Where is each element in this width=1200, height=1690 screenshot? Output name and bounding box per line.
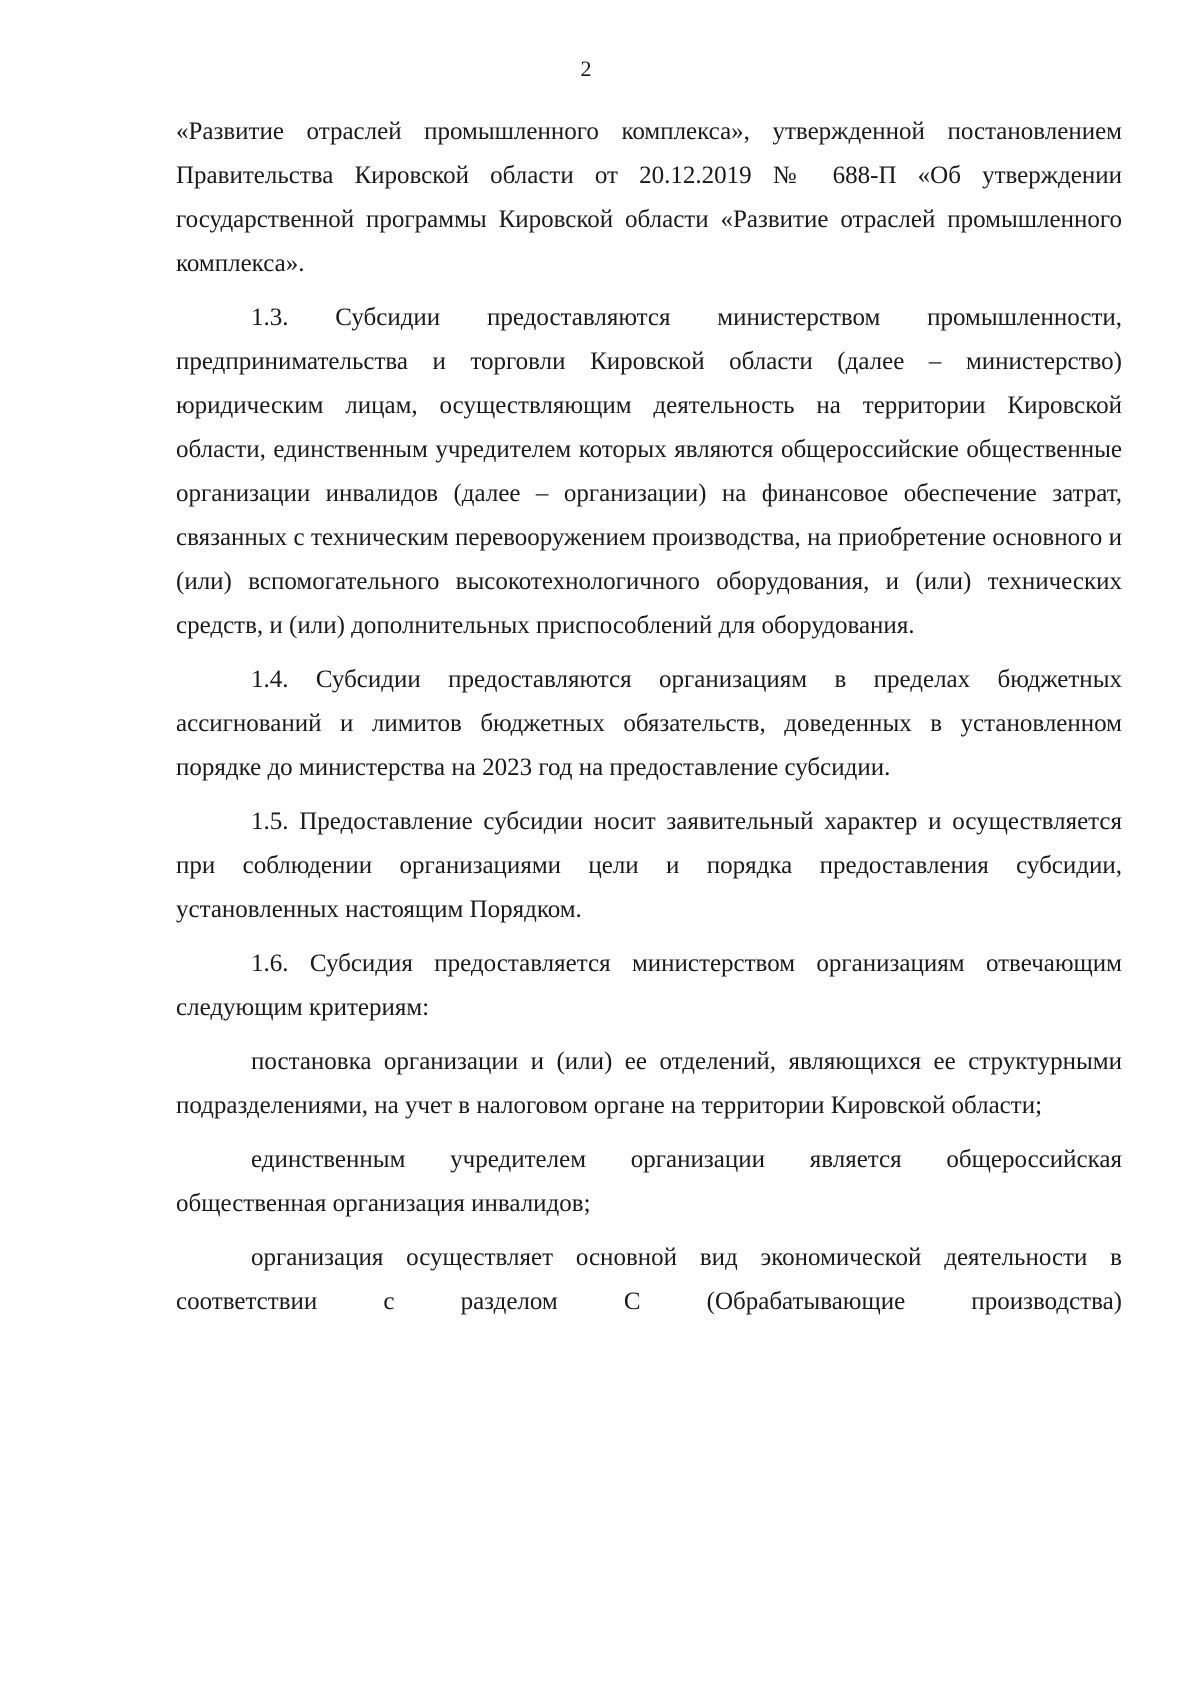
- paragraph-1-3: 1.3. Субсидии предоставляются министерством промышленности, предпринимательства и торговли Кировской области (далее – министерство) юридическим лицам, осуществляющим деятельность на территории Кировской области, единственным учредителем которых являются общероссийские общественные организации инвалидов (далее – организации) на финансовое обеспечение затрат, связанных с техническим перевооружением производства, на приобретение основного и (или) вспомогательного высокотехнологичного оборудования, и (или) технических средств, и (или) дополнительных приспособлений для оборудования.: [176, 304, 1122, 639]
- criterion-activity: организация осуществляет основной вид экономической деятельности в соответствии с разделом C (Обрабатывающие производства): [176, 1244, 1122, 1315]
- criterion-tax-registration: постановка организации и (или) ее отделений, являющихся ее структурными подразделениями, на учет в налоговом органе на территории Кировской области;: [176, 1048, 1122, 1119]
- paragraph-1-4: 1.4. Субсидии предоставляются организациям в пределах бюджетных ассигнований и лимитов бюджетных обязательств, доведенных в установленном порядке до министерства на 2023 год на предоставление субсидии.: [176, 666, 1122, 781]
- criterion-founder: единственным учредителем организации является общероссийская общественная организация инвалидов;: [176, 1146, 1122, 1217]
- document-body: [176, 110, 1122, 1324]
- paragraph-1-5: 1.5. Предоставление субсидии носит заявительный характер и осуществляется при соблюдении организациями цели и порядка предоставления субсидии, установленных настоящим Порядком.: [176, 808, 1122, 923]
- page-number: 2: [580, 56, 592, 81]
- paragraph-program-title: «Развитие отраслей промышленного комплекса», утвержденной постановлением Правительства Кировской области от 20.12.2019 № 688-П «Об утверждении государственной программы Кировской области «Развитие отраслей промышленного комплекса».: [176, 118, 1122, 277]
- paragraph-1-6: 1.6. Субсидия предоставляется министерством организациям отвечающим следующим критериям:: [176, 950, 1122, 1021]
